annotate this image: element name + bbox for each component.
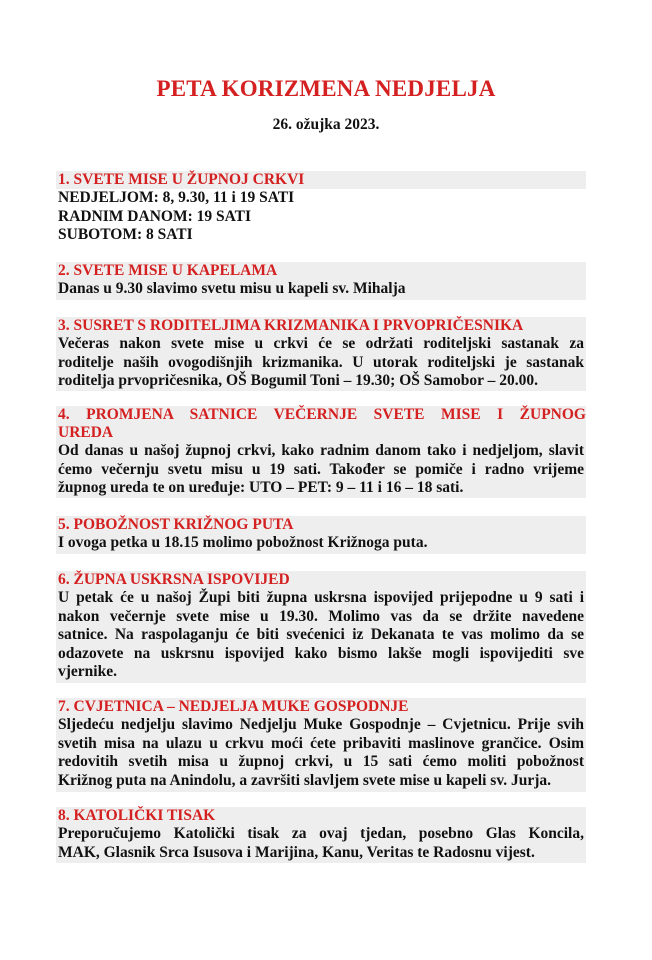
section-heading: 7. CVJETNICA – NEDJELJA MUKE GOSPODNJE [58, 698, 409, 715]
schedule-line: RADNIM DANOM: 19 SATI [58, 207, 252, 225]
section-masses-parish [56, 171, 586, 245]
body-line: Sljedeću nedjelju slavimo Nedjelju Muke Gospodnje – Cvjetnicu. Prije svih [58, 716, 584, 733]
body-line: nakon večernje svete mise u 19.30. Molimo vas da se držite navedene [58, 607, 584, 625]
section-heading: 5. POBOŽNOST KRIŽNOG PUTA [58, 516, 294, 533]
section-heading: 3. SUSRET S RODITELJIMA KRIZMANIKA I PRVOPRIČESNIKA [58, 317, 524, 334]
section-body [56, 189, 586, 245]
section-body [56, 589, 586, 682]
section-palm-sunday [56, 698, 586, 790]
heading-line: UREDA [58, 424, 114, 441]
heading-line: 4. PROMJENA SATNICE VEČERNJE SVETE MISE I ŽUPNOG [58, 406, 586, 423]
body-line: roditelja prvopričesnika, OŠ Bogumil Toni – 19.30; OŠ Samobor – 20.00. [58, 372, 538, 389]
body-line: roditelje naših ovogodišnjih krizmanika. U utorak roditeljski je sastanak [58, 353, 584, 371]
section-masses-chapels [56, 262, 586, 299]
schedule-line: NEDJELJOM: 8, 9.30, 11 i 19 SATI [58, 189, 295, 206]
bulletin-date: 26. ožujka 2023. [272, 116, 380, 133]
body-line: I ovoga petka u 18.15 molimo pobožnost Križnoga puta. [58, 534, 428, 551]
body-line: MAK, Glasnik Srca Isusova i Marijina, Kanu, Veritas te Radosnu vijest. [58, 843, 535, 861]
body-line: svetih misa na ulazu u crkvu moći ćete pribaviti maslinove grančice. Osim [58, 734, 584, 752]
body-line: odazovete na uskrsnu ispovijed kako bismo lakše mogli ispovijediti sve [58, 644, 584, 662]
body-line: Križnog puta na Anindolu, a završiti slavljem svete mise u kapeli sv. Jurja. [58, 771, 552, 789]
section-easter-confession [56, 571, 586, 682]
section-schedule-change [56, 406, 586, 498]
body-line: ćemo večernju svetu misu u 19 sati. Također se pomiče i radno vrijeme [58, 460, 584, 478]
section-body [56, 442, 586, 498]
body-line: satnice. Na raspolaganju će biti svećenici iz Dekanata te vas molimo da se [58, 626, 584, 643]
section-way-of-cross [56, 516, 586, 553]
body-line: Danas u 9.30 slavimo svetu misu u kapeli sv. Mihalja [58, 280, 406, 297]
body-line: redovitih svetih misa u župnoj crkvi, u 15 sati ćemo moliti pobožnost [58, 753, 584, 770]
section-body [56, 825, 586, 862]
section-heading: 2. SVETE MISE U KAPELAMA [58, 262, 278, 279]
body-line: Preporučujemo Katolički tisak za ovaj tjedan, posebno Glas Koncila, [58, 825, 584, 842]
body-line: vjernike. [58, 663, 117, 680]
body-line: U petak će u našoj Župi biti župna uskrsna ispovijed prijepodne u 9 sati i [58, 589, 584, 606]
section-heading: 6. ŽUPNA USKRSNA ISPOVIJED [58, 571, 290, 588]
page-title: PETA KORIZMENA NEDJELJA [156, 76, 496, 101]
section-parents-meeting [56, 317, 586, 391]
section-catholic-press [56, 807, 586, 862]
body-line: Od danas u našoj župnoj crkvi, kako radnim danom tako i nedjeljom, slavit [58, 442, 584, 459]
body-line: Večeras nakon svete mise u crkvi će se održati roditeljski sastanak za [58, 335, 584, 352]
body-line: župnog ureda te on uređuje: UTO – PET: 9 – 11 i 16 – 18 sati. [58, 479, 464, 496]
section-heading: 8. KATOLIČKI TISAK [58, 807, 216, 824]
section-body [56, 534, 586, 553]
schedule-line: SUBOTOM: 8 SATI [58, 226, 193, 243]
section-heading: 1. SVETE MISE U ŽUPNOJ CRKVI [58, 171, 305, 188]
section-body [56, 716, 586, 790]
section-body [56, 335, 586, 391]
section-body [56, 280, 586, 299]
section-heading [56, 406, 586, 442]
